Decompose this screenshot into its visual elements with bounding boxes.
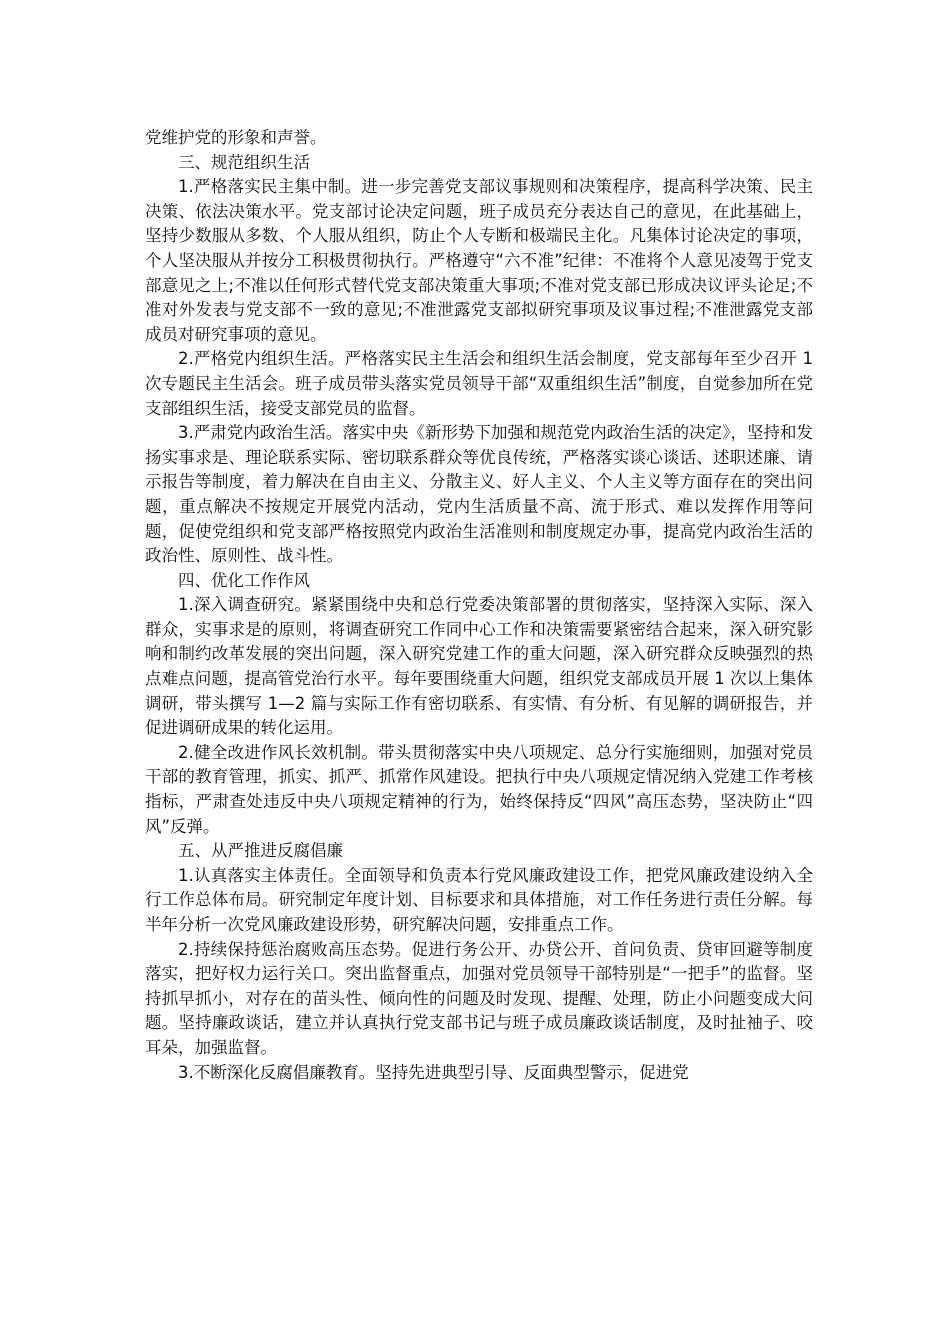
paragraph: 3.不断深化反腐倡廉教育。坚持先进典型引导、反面典型警示，促进党 xyxy=(178,1062,689,1082)
paragraph: 1.严格落实民主集中制。进一步完善党支部议事规则和决策程序，提高科学决策、民主决策、依法决策水平。党支部讨论决定问题，班子成员充分表达自己的意见，在此基础上，坚持少数服从多数、个人服从组织，防止个人专断和极端民主化。凡集体讨论决定的事项，个人坚决服从并按分工积极贯彻执行。严格遵守“六不准”纪律：不准将个人意见凌驾于党支部意见之上;不准以任何形式替代党支部决策重大事项;不准对党支部已形成决议评头论足;不准对外发表与党支部不一致的意见;不准泄露党支部拟研究事项及议事过程;不准泄露党支部成员对研究事项的意见。 xyxy=(145,177,813,344)
section-heading: 三、规范组织生活 xyxy=(178,152,310,172)
paragraph: 1.深入调查研究。紧紧围绕中央和总行党委决策部署的贯彻落实，坚持深入实际、深入群众，实事求是的原则，将调查研究工作同中心工作和决策需要紧密结合起来，深入研究影响和制约改革发展的突出问题，深入研究党建工作的重大问题，深入研究群众反映强烈的热点难点问题，提高管党治行水平。每年要围绕重大问题，组织党支部成员开展 1 次以上集体调研，带头撰写 1—2 篇与实际工作有密切联系、有实情、有分析、有见解的调研报告，并促进调研成果的转化运用。 xyxy=(145,595,813,738)
paragraph: 2.健全改进作风长效机制。带头贯彻落实中央八项规定、总分行实施细则，加强对党员干部的教育管理，抓实、抓严、抓常作风建设。把执行中央八项规定情况纳入党建工作考核指标，严肃查处违反中央八项规定精神的行为，始终保持反“四风”高压态势，坚决防止“四风”反弹。 xyxy=(145,742,813,836)
paragraph: 党维护党的形象和声誉。 xyxy=(145,128,327,147)
paragraph: 1.认真落实主体责任。全面领导和负责本行党风廉政建设工作，把党风廉政建设纳入全行工作总体布局。研究制定年度计划、目标要求和具体措施，对工作任务进行责任分解。每半年分析一次党风廉政建设形势，研究解决问题，安排重点工作。 xyxy=(145,865,813,934)
section-heading: 四、优化工作作风 xyxy=(178,570,310,590)
paragraph: 2.严格党内组织生活。严格落实民主生活会和组织生活会制度，党支部每年至少召开 1 次专题民主生活会。班子成员带头落实党员领导干部“双重组织生活”制度，自觉参加所在党支部组织生活，接受支部党员的监督。 xyxy=(145,349,813,418)
section-heading: 五、从严推进反腐倡廉 xyxy=(178,841,343,861)
paragraph: 2.持续保持惩治腐败高压态势。促进行务公开、办贷公开、首问负责、贷审回避等制度落实，把好权力运行关口。突出监督重点，加强对党员领导干部特别是“一把手”的监督。坚持抓早抓小，对存在的苗头性、倾向性的问题及时发现、提醒、处理，防止小问题变成大问题。坚持廉政谈话，建立并认真执行党支部书记与班子成员廉政谈话制度，及时扯袖子、咬耳朵，加强监督。 xyxy=(145,939,813,1057)
document-body xyxy=(145,126,813,1085)
paragraph: 3.严肃党内政治生活。落实中央《新形势下加强和规范党内政治生活的决定》，坚持和发扬实事求是、理论联系实际、密切联系群众等优良传统，严格落实谈心谈话、述职述廉、请示报告等制度，着力解决在自由主义、分散主义、好人主义、个人主义等方面存在的突出问题，重点解决不按规定开展党内活动，党内生活质量不高、流于形式、难以发挥作用等问题，促使党组织和党支部严格按照党内政治生活准则和制度规定办事，提高党内政治生活的政治性、原则性、战斗性。 xyxy=(145,423,813,566)
